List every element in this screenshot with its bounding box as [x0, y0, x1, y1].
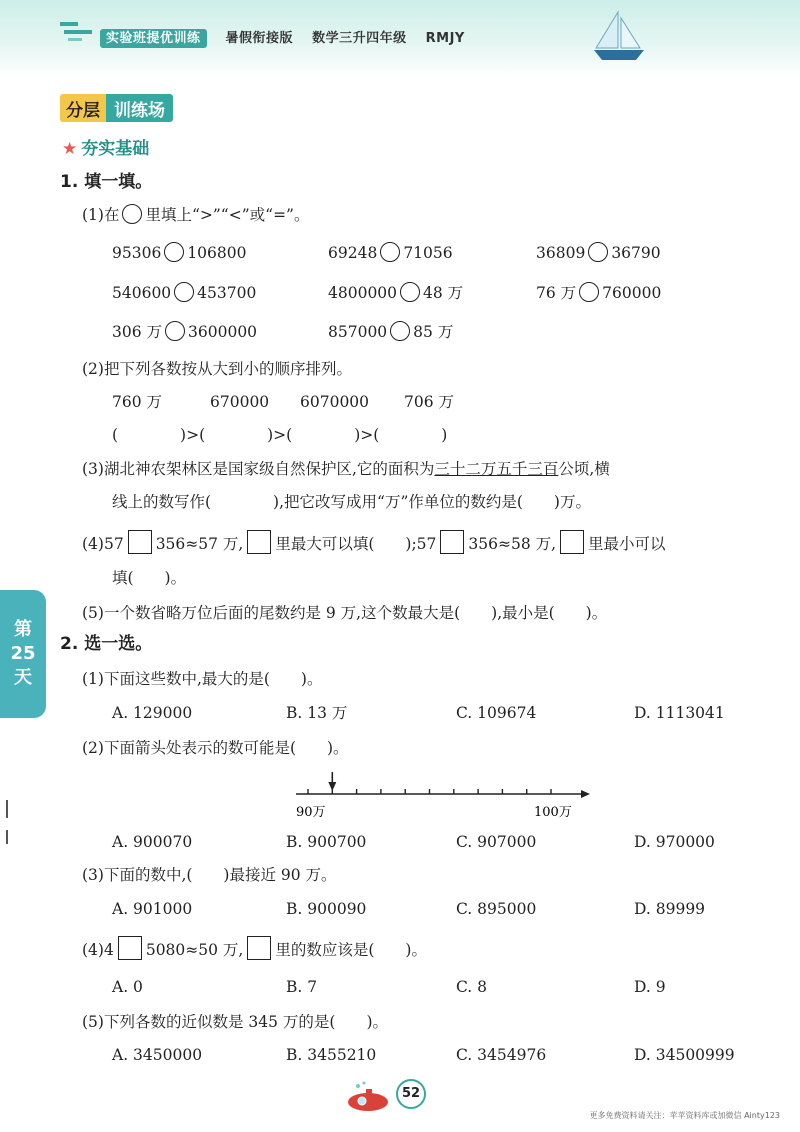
section-tag [60, 94, 173, 122]
day-tab-line1: 第 [14, 619, 32, 640]
compare-right: 3600000 [188, 323, 258, 341]
option[interactable]: C. 895000 [456, 900, 537, 918]
margin-mark [6, 830, 8, 844]
compare-left: 540600 [112, 284, 172, 302]
compare-item [328, 242, 453, 263]
number-line [296, 770, 596, 824]
answer-box[interactable] [560, 530, 584, 554]
q1-p4-b: 356≈57 万, [155, 535, 244, 553]
q1-p4-line1 [82, 530, 666, 554]
q1-p1-post: 里填上“>”“<”或“=”。 [145, 206, 310, 224]
submarine-icon [346, 1080, 396, 1114]
footer-note: 更多免费资料请关注：苹苹资料库或加微信 Ainty123 [589, 1111, 780, 1120]
answer-box[interactable] [247, 936, 271, 960]
answer-box[interactable] [128, 530, 152, 554]
compare-item [112, 242, 246, 263]
option[interactable]: B. 900090 [286, 900, 367, 918]
compare-left: 95306 [112, 244, 162, 262]
compare-right: 71056 [403, 244, 453, 262]
down-arrow-icon [328, 772, 336, 791]
option[interactable]: D. 34500999 [634, 1046, 735, 1064]
answer-circle[interactable] [380, 242, 400, 262]
q1-p3-pre: (3)湖北神农架林区是国家级自然保护区,它的面积为 [82, 460, 435, 478]
compare-left: 76 万 [536, 284, 577, 302]
order-number: 6070000 [300, 393, 370, 411]
q2-p5-stem: (5)下列各数的近似数是 345 万的是( )。 [82, 1013, 388, 1031]
q2-p3-stem: (3)下面的数中,( )最接近 90 万。 [82, 866, 337, 884]
compare-item [328, 321, 453, 342]
day-tab-line2: 25 [10, 643, 36, 664]
q1-p4-d: 356≈58 万, [468, 535, 557, 553]
option[interactable]: C. 3454976 [456, 1046, 547, 1064]
q1-heading [60, 172, 152, 192]
answer-circle[interactable] [122, 204, 142, 224]
number-line-arrowhead [581, 790, 590, 798]
subsection-text: 夯实基础 [81, 139, 150, 159]
number-line-start-label: 90万 [296, 805, 326, 820]
option[interactable]: D. 1113041 [634, 704, 725, 722]
option[interactable]: D. 9 [634, 978, 666, 996]
answer-circle[interactable] [579, 282, 599, 302]
q1-p1-pre: (1)在 [82, 206, 120, 224]
compare-left: 69248 [328, 244, 378, 262]
q1-p3-post: 公顷,横 [558, 460, 610, 478]
option[interactable]: A. 3450000 [112, 1046, 203, 1064]
answer-box[interactable] [118, 936, 142, 960]
order-blanks[interactable]: ( )>( )>( )>( ) [112, 426, 448, 444]
header-publisher: RMJY [425, 31, 465, 46]
option[interactable]: A. 901000 [112, 900, 193, 918]
section-tag-part-a: 分层 [60, 94, 106, 122]
q1-p4-a: (4)57 [82, 535, 124, 553]
q1-p4-line2[interactable]: 填( )。 [112, 569, 187, 587]
answer-box[interactable] [247, 530, 271, 554]
option[interactable]: C. 907000 [456, 833, 537, 851]
order-number: 670000 [210, 393, 270, 411]
order-number: 760 万 [112, 393, 163, 411]
subsection-title [62, 134, 149, 159]
compare-right: 85 万 [413, 323, 454, 341]
star-icon: ★ [62, 139, 78, 159]
q1-p4-e: 里最小可以 [588, 535, 666, 553]
answer-circle[interactable] [174, 282, 194, 302]
header-series: 实验班提优训练 [100, 29, 207, 48]
option[interactable]: C. 109674 [456, 704, 537, 722]
q2-title: 选一选。 [84, 634, 153, 654]
q1-p3-line1 [82, 459, 610, 479]
compare-right: 106800 [187, 244, 247, 262]
q1-p4-c: 里最大可以填( );57 [275, 535, 437, 553]
option[interactable]: A. 900070 [112, 833, 193, 851]
page-number: 52 [396, 1079, 426, 1109]
header-text [100, 27, 479, 46]
compare-right: 36790 [611, 244, 661, 262]
header-subject: 数学三升四年级 [312, 31, 407, 46]
option[interactable]: A. 0 [112, 978, 143, 996]
answer-circle[interactable] [390, 321, 410, 341]
day-tab [0, 590, 46, 718]
option[interactable]: A. 129000 [112, 704, 193, 722]
answer-circle[interactable] [400, 282, 420, 302]
compare-right: 453700 [197, 284, 257, 302]
option[interactable]: B. 7 [286, 978, 318, 996]
header-edition: 暑假衔接版 [225, 31, 294, 46]
sailboat-icon [588, 8, 648, 64]
compare-right: 760000 [602, 284, 662, 302]
compare-left: 4800000 [328, 284, 398, 302]
compare-item [536, 282, 661, 303]
option[interactable]: B. 3455210 [286, 1046, 377, 1064]
q1-p5[interactable]: (5)一个数省略万位后面的尾数约是 9 万,这个数最大是( ),最小是( )。 [82, 604, 608, 622]
q1-number: 1. [60, 172, 79, 192]
q2-number: 2. [60, 634, 79, 654]
q1-title: 填一填。 [84, 172, 153, 192]
compare-item [536, 242, 661, 263]
compare-left: 306 万 [112, 323, 163, 341]
margin-mark [6, 800, 8, 818]
option[interactable]: D. 970000 [634, 833, 715, 851]
compare-item [112, 282, 256, 303]
section-tag-part-b: 训练场 [106, 94, 173, 122]
q2-p4-a: (4)4 [82, 941, 114, 959]
q1-p2-stem: (2)把下列各数按从大到小的顺序排列。 [82, 360, 352, 378]
compare-left: 857000 [328, 323, 388, 341]
compare-right: 48 万 [423, 284, 464, 302]
compare-item [112, 321, 257, 342]
answer-circle[interactable] [164, 242, 184, 262]
compare-left: 36809 [536, 244, 586, 262]
q1-p3-line2[interactable]: 线上的数写作( ),把它改写成用“万”作单位的数约是( )万。 [112, 493, 591, 511]
series-logo-icon [60, 18, 94, 44]
order-number: 706 万 [404, 393, 455, 411]
q2-p2-stem: (2)下面箭头处表示的数可能是( )。 [82, 739, 349, 757]
number-line-end-label: 100万 [534, 805, 572, 820]
page-header [0, 0, 800, 78]
q2-p1-stem: (1)下面这些数中,最大的是( )。 [82, 670, 323, 688]
q2-p4-c: 里的数应该是( )。 [275, 941, 427, 959]
answer-circle[interactable] [165, 321, 185, 341]
option[interactable]: B. 13 万 [286, 704, 348, 722]
option[interactable]: C. 8 [456, 978, 488, 996]
day-tab-line3: 天 [14, 667, 32, 688]
q1-p1-stem [82, 204, 309, 225]
compare-item [328, 282, 463, 303]
answer-circle[interactable] [588, 242, 608, 262]
option[interactable]: B. 900700 [286, 833, 367, 851]
q2-p4-b: 5080≈50 万, [145, 941, 244, 959]
answer-box[interactable] [440, 530, 464, 554]
option[interactable]: D. 89999 [634, 900, 706, 918]
q2-heading [60, 634, 152, 654]
q1-p3-underlined: 三十二万五千三百 [434, 460, 559, 478]
q2-p4-stem [82, 936, 427, 960]
